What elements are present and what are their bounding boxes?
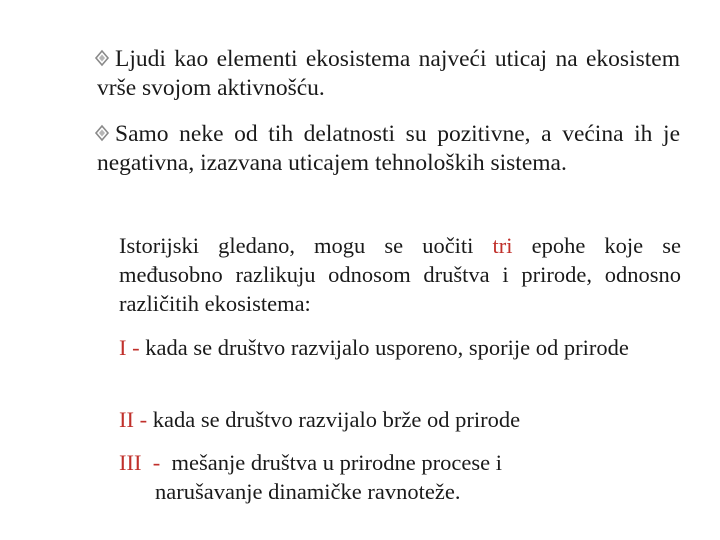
epoch-text: kada se društvo razvijalo usporeno, sporije od prirode	[145, 335, 629, 360]
intro-text-after: epohe koje se međusobno razlikuju odnosom društva i prirode, odnosno različitih ekosistema:	[119, 233, 681, 316]
intro-paragraph	[119, 231, 681, 318]
diamond-bullet-icon	[92, 123, 112, 143]
epoch-numeral: II -	[119, 407, 153, 432]
bullet-text: Ljudi kao elementi ekosistema najveći uticaj na ekosistem vrše svojom aktivnošću.	[97, 46, 680, 101]
diamond-bullet-icon	[92, 48, 112, 68]
epoch-text: mešanje društva u prirodne procese i	[171, 450, 502, 475]
intro-highlight: tri	[492, 233, 513, 258]
epoch-text-continuation: narušavanje dinamičke ravnoteže.	[155, 479, 461, 504]
bullet-item	[97, 45, 680, 103]
epoch-item	[119, 333, 681, 362]
epoch-item	[119, 405, 681, 434]
epoch-numeral: III -	[119, 450, 172, 475]
epoch-item	[119, 448, 681, 506]
epoch-text: kada se društvo razvijalo brže od prirode	[152, 407, 521, 432]
bullet-text: Samo neke od tih delatnosti su pozitivne, a većina ih je negativna, izazvana uticajem tehnoloških sistema.	[97, 121, 680, 176]
epoch-numeral: I -	[119, 335, 146, 360]
intro-text-before: Istorijski gledano, mogu se uočiti	[119, 233, 493, 258]
bullet-item	[97, 120, 680, 178]
